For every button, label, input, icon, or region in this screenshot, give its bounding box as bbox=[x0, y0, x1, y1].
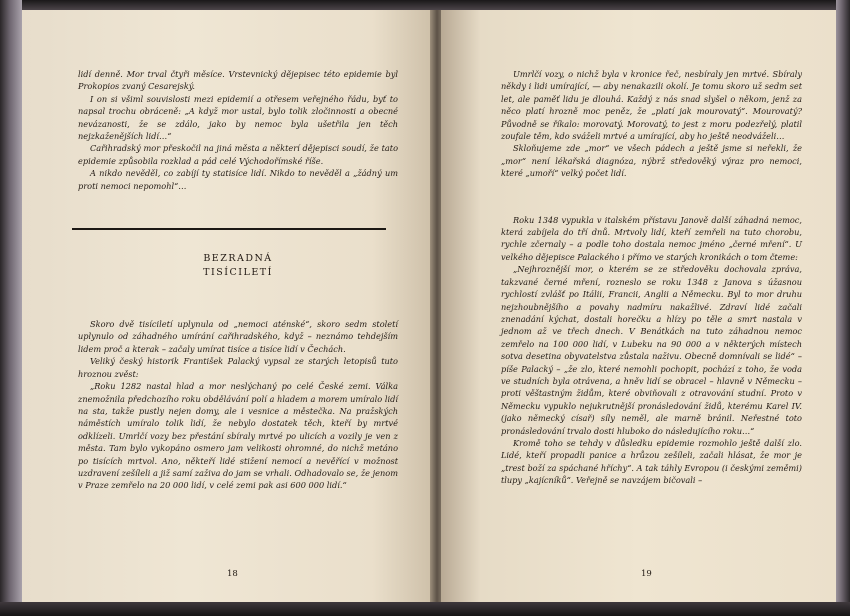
left-page bbox=[22, 10, 434, 602]
page-number-right: 19 bbox=[641, 568, 652, 579]
chronicle-quote: „Roku 1282 nastal hlad a mor neslýchaný po celé České zemi. Válka znemožnila předchozího roku obdělávání polí a hladem a morem umíralo lidí na sta, takže pustly nejen domy, ale i vesnice a městečka. Na pražských náměstích umíralo tolik lidí, že nebylo dostatek těch, kteří by mrtvé odklízeli. Umrlčí vozy bez přestání sbíraly mrtvé po ulicích a vozily je ven z města. Tam bylo vykopáno osmero jam velikosti ohromné, do nichž metáno po tisících mrtvol. Ano, někteří lidé stižení nemocí a nevěřící v možnost uzdravení zešíleli a již samí zaživa do jam se vrhali. Odhadovalo se, že jenom v Praze zemřelo na 20 000 lidí, v celé zemi pak asi 600 000 lidí.“ bbox=[78, 381, 398, 491]
left-paragraph-1: lidí denně. Mor trval čtyři měsíce. Vrstevnický dějepisec této epidemie byl Prokopios zvaný Cesarejský. bbox=[78, 69, 398, 92]
chapter-paragraph-1: Skoro dvě tisíciletí uplynula od „nemoci aténské“, skoro sedm století uplynulo od záhadného umírání cařihradského, když – neznámo tehdejším lidem proč a kterak – začaly umírat tisíce a tisíce lidí v Čechách. bbox=[78, 319, 398, 354]
left-paragraph-4: A nikdo nevěděl, co zabíjí ty statisíce lidí. Nikdo to nevěděl a „žádný um proti nemoci nepomohl“… bbox=[78, 168, 398, 191]
chapter-paragraph-2: Veliký český historik František Palacký vypsal ze starých letopisů tuto hroznou zvěst: bbox=[78, 356, 398, 379]
book-cover-edge-bottom bbox=[0, 602, 850, 616]
palacky-quote: „Nejhroznější mor, o kterém se ze středověku dochovala zpráva, takzvané černé mření, rozneslo se roku 1348 z Janova s úžasnou rychlostí zvlášť po Itálii, Francii, Anglii a Německu. Byl to mor druhu nejzhoubnějšího a povahy nadmíru nakažlivé. Zdraví lidé začali znenadání kýchat, dostali horečku a hlízy po těle a smrt nastala v jednom až ve třech dnech. V Benátkách na tuto záhadnou nemoc zemřelo na 100 000 lidí, v Lubeku na 90 000 a v některých místech sotva desetina obyvatelstva zůstala naživu. Obecně domnívali se lidé“ – píše Palacký – „že zlo, které nemohli pochopit, pochází z toho, že voda ve studních byla otrávena, a hněv lidí se obracel – hlavně v Německu – proti věštastným židům, které obviňovali z otravování studní. Proto v Německu vypuklo nejukrutnější pronásledování židů, kterému Karel IV. (jako německý císař) síly neměl, ale marně bránil. Neřestné toto pronásledování trvalo dosti hluboko do následujícího roku…“ bbox=[501, 264, 802, 436]
right-paragraph-3: Roku 1348 vypukla v italském přístavu Janově další záhadná nemoc, která zabíjela do tří dnů. Mrtvoly lidí, kteří zemřeli na tuto chorobu, rychle zčernaly – a podle toho dostala nemoc jméno „černé mření“. U velkého dějepisce Palackého i přímo ve starých kronikách o tom čteme: bbox=[501, 214, 802, 262]
left-paragraph-2: I on si všiml souvislosti mezi epidemií a otřesem veřejného řádu, byť to napsal trochu obráceně: „A když mor ustal, bylo tolik zločinnosti a obecné nevázanosti, že se zdálo, jako by nemoc byla ušetřila jen těch nejzkaženějších lidí…“ bbox=[78, 93, 398, 142]
book-cover-edge-top bbox=[0, 0, 850, 10]
chapter-title-line-2: TISÍCILETÍ bbox=[203, 267, 273, 279]
right-paragraph-1: Umrlčí vozy, o nichž byla v kronice řeč, nesbíraly jen mrtvé. Sbíraly někdy i lidi umírající, — aby nenakazili okolí. Je tomu skoro už sedm set let, ale paměť lidu je dlouhá. Každý z nás snad slyšel o někom, jenž za něco platí hrozně moc peněz, že „platí jak mourovatý“. Mourovatý? Původně se říkalo: morovatý. Morovatý, to jest z moru podezřelý, platil zoufale těm, kdo sváželi mrtvé a umírající, aby ho ještě neodváželi… bbox=[501, 69, 802, 142]
right-paragraph-2: Skloňujeme zde „mor“ ve všech pádech a ještě jsme si neřekli, že „mor“ není lékařská diagnóza, nýbrž středověký výraz pro nemoci, které „umoří“ velký počet lidí. bbox=[501, 143, 802, 179]
right-paragraph-5: Kromě toho se tehdy v důsledku epidemie rozmohlo ještě další zlo. Lidé, kteří propadli panice a hrůzou zešíleli, začali hlásat, že mor je „trest boží za spáchané hříchy“. A tak táhly Evropou (i českými zeměmi) tlupy „kajícníků“. Veřejně se navzájem bičovali – bbox=[501, 437, 802, 486]
book-cover-edge-left bbox=[0, 0, 22, 616]
chapter-divider bbox=[72, 228, 386, 230]
chapter-title bbox=[78, 252, 398, 280]
page-number-left: 18 bbox=[227, 568, 238, 579]
left-paragraph-3: Cařihradský mor přeskočil na jiná města a některí dějepisci soudí, že tato epidemie způsobila rozklad a pád celé Východořímské říše. bbox=[78, 143, 398, 166]
right-page bbox=[441, 10, 836, 602]
chapter-title-line-1: BEZRADNÁ bbox=[203, 253, 273, 265]
book-cover-edge-right bbox=[836, 0, 850, 616]
